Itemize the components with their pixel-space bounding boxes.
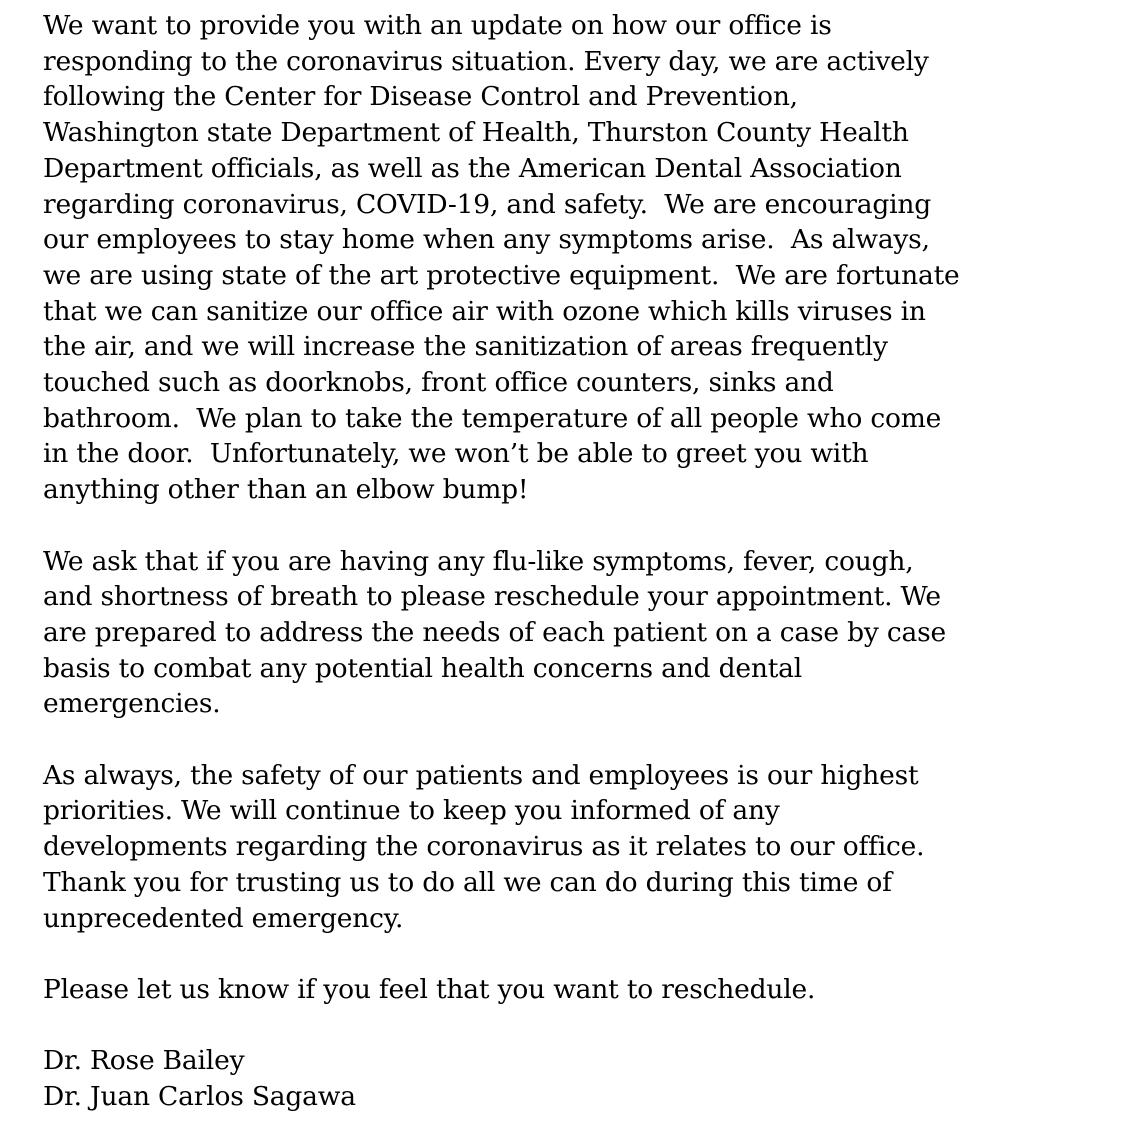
paragraph-update <box>43 8 1123 508</box>
text-line: responding to the coronavirus situation. Every day, we are actively <box>43 45 929 77</box>
text-line: Please let us know if you feel that you want to reschedule. <box>43 973 816 1005</box>
text-line: basis to combat any potential health concerns and dental <box>43 652 803 684</box>
text-line: unprecedented emergency. <box>43 902 404 934</box>
text-line: anything other than an elbow bump! <box>43 474 529 506</box>
paragraph-safety <box>43 758 1123 937</box>
signature-name: Dr. Rose Bailey <box>43 1045 245 1077</box>
text-line: are prepared to address the needs of each patient on a case by case <box>43 616 946 648</box>
text-line: developments regarding the coronavirus as it relates to our office. <box>43 831 925 863</box>
text-line: Washington state Department of Health, Thurston County Health <box>43 117 909 149</box>
text-line: and shortness of breath to please reschedule your appointment. We <box>43 581 941 613</box>
text-line: priorities. We will continue to keep you informed of any <box>43 795 780 827</box>
text-line: Thank you for trusting us to do all we can do during this time of <box>43 866 892 898</box>
paragraph-symptoms <box>43 544 1123 723</box>
text-line: regarding coronavirus, COVID-19, and safety. We are encouraging <box>43 188 932 220</box>
text-line: touched such as doorknobs, front office counters, sinks and <box>43 367 834 399</box>
text-line: Department officials, as well as the American Dental Association <box>43 152 902 184</box>
text-line: in the door. Unfortunately, we won’t be able to greet you with <box>43 438 869 470</box>
paragraph-reschedule <box>43 972 1123 1008</box>
text-line: We want to provide you with an update on how our office is <box>43 10 832 41</box>
text-line: we are using state of the art protective equipment. We are fortunate <box>43 259 960 291</box>
text-line: As always, the safety of our patients and employees is our highest <box>43 759 919 791</box>
text-line: following the Center for Disease Control and Prevention, <box>43 81 798 113</box>
letter-body <box>43 8 1123 1115</box>
text-line: bathroom. We plan to take the temperature of all people who come <box>43 402 942 434</box>
signature-block <box>43 1043 1123 1114</box>
text-line: our employees to stay home when any symptoms arise. As always, <box>43 224 930 256</box>
text-line: We ask that if you are having any flu-like symptoms, fever, cough, <box>43 545 914 577</box>
text-line: the air, and we will increase the sanitization of areas frequently <box>43 331 888 363</box>
text-line: that we can sanitize our office air with ozone which kills viruses in <box>43 295 926 327</box>
text-line: emergencies. <box>43 688 221 720</box>
signature-name: Dr. Juan Carlos Sagawa <box>43 1081 356 1113</box>
